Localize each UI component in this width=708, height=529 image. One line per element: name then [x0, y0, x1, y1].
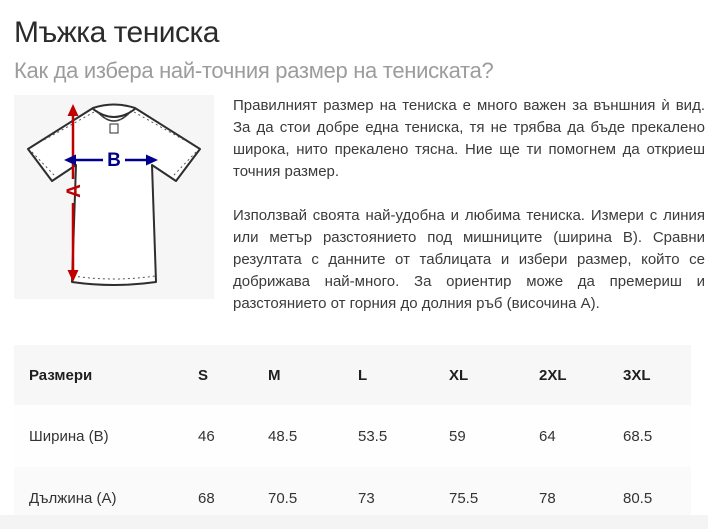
content-row: [14, 95, 708, 315]
page-title: Мъжка тениска: [14, 16, 219, 49]
intro-text: [233, 95, 705, 315]
header-cell-3xl: 3XL: [623, 366, 651, 384]
table-row-width: [14, 405, 691, 467]
length-value-s: 68: [198, 489, 215, 507]
header-cell-l: L: [358, 366, 368, 384]
row-label-width: Ширина (B): [29, 427, 109, 445]
header-cell-m: M: [268, 366, 281, 384]
header-cell-xl: XL: [449, 366, 469, 384]
width-label-b: B: [107, 150, 121, 171]
size-table-header-row: [14, 345, 691, 405]
page-subtitle: Как да избера най-точния размер на тениската?: [14, 58, 494, 83]
length-value-3xl: 80.5: [623, 489, 653, 507]
next-section-strip: [0, 515, 708, 529]
header-cell-s: S: [198, 366, 209, 384]
row-label-length: Дължина (A): [29, 489, 117, 507]
intro-paragraph-2: Използвай своята най-удобна и любима тениска. Измери с линия или метър разстоянието под мишниците (ширина B). Сравни резултата с данните от таблицата и избери размер, който се добрижава най-много. За ориентир може да премериш и разстоянието от горния до долния ръб (височина A).: [233, 207, 705, 312]
tshirt-measurement-diagram: [14, 95, 214, 299]
width-value-xl: 59: [449, 427, 466, 445]
header-cell-2xl: 2XL: [539, 366, 567, 384]
width-value-s: 46: [198, 427, 215, 445]
intro-paragraph-1: Правилният размер на тениска е много важен за външния ѝ вид. За да стои добре една тениска, тя не трябва да бъде прекалено широка, нито прекалено тясна. Ние ще ти помогнем да откриеш точния размер.: [233, 97, 705, 180]
length-value-2xl: 78: [539, 489, 556, 507]
width-value-l: 53.5: [358, 427, 388, 445]
length-value-l: 73: [358, 489, 375, 507]
length-value-xl: 75.5: [449, 489, 479, 507]
neck-tag: [110, 124, 118, 133]
width-value-m: 48.5: [268, 427, 298, 445]
width-value-3xl: 68.5: [623, 427, 653, 445]
length-value-m: 70.5: [268, 489, 298, 507]
header-cell-sizes: Размери: [29, 366, 93, 384]
width-value-2xl: 64: [539, 427, 556, 445]
size-table: [14, 345, 691, 529]
tshirt-diagram-image: [14, 95, 214, 299]
height-label-a: A: [64, 184, 85, 198]
